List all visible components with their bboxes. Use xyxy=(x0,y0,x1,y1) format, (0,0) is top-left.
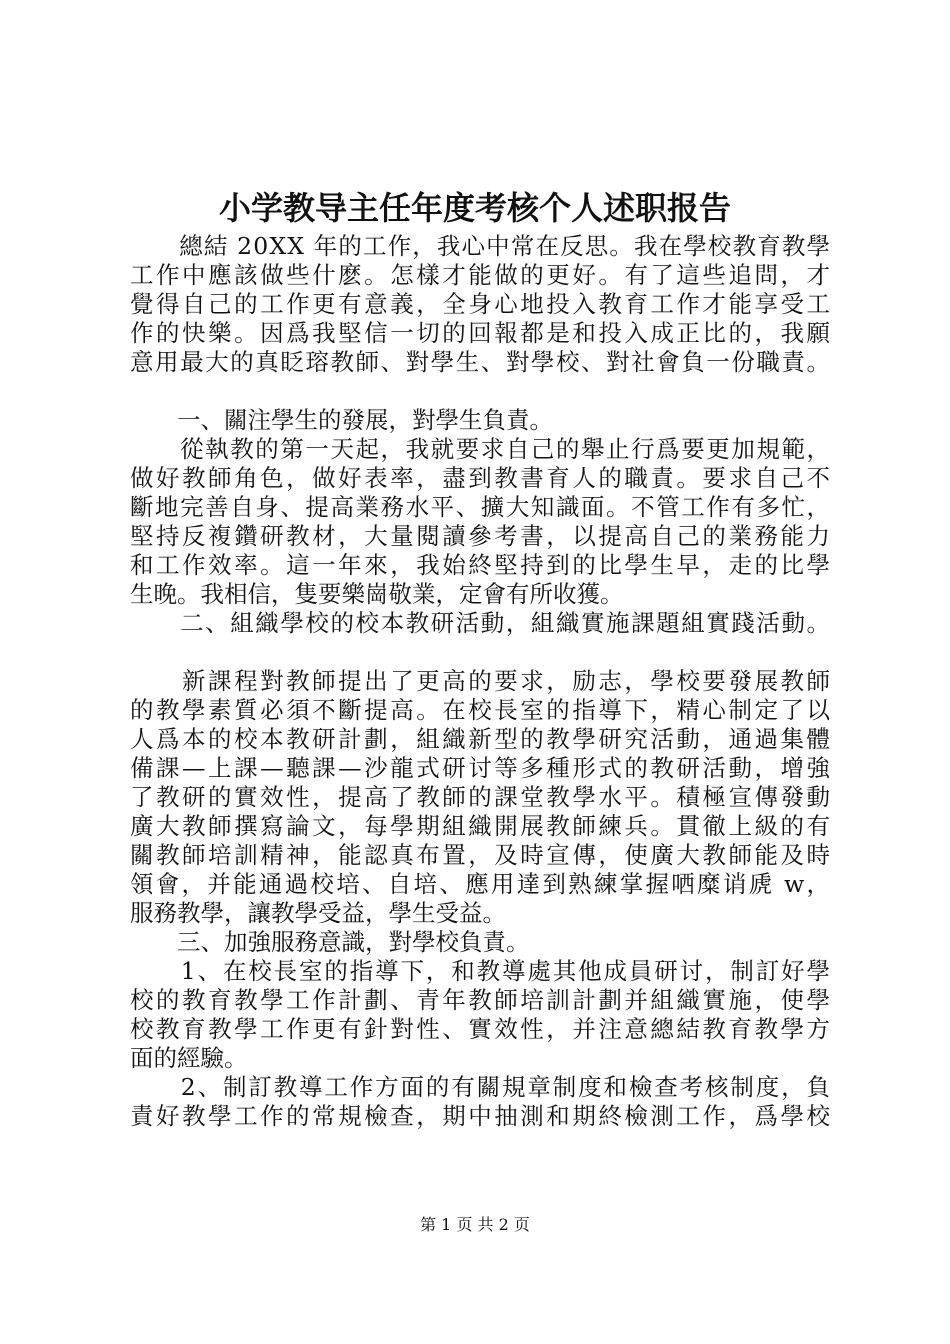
document-body xyxy=(130,232,833,1131)
text-line: 三、加強服務意識，對學校負責。 xyxy=(130,928,530,956)
text-line: 生晚。我相信，隻要樂崗敬業，定會有所收獲。 xyxy=(130,580,624,608)
text-line: 新課程對教師提出了更高的要求，励志，學校要發展教師 xyxy=(130,667,833,695)
text-line: 備課—上課—聽課—沙龍式研讨等多種形式的教研活動，增強 xyxy=(130,754,833,782)
page-footer: 第 1 页 共 2 页 xyxy=(420,1215,530,1234)
text-line: 堅持反複鑽研教材，大量閱讀參考書，以提高自己的業務能力 xyxy=(130,522,833,550)
text-line: 覺得自己的工作更有意義，全身心地投入教育工作才能享受工 xyxy=(130,290,833,318)
text-line: 的教學素質必須不斷提高。在校長室的指導下，精心制定了以 xyxy=(130,696,833,724)
text-line: 廣大教師撰寫論文，每學期組織開展教師練兵。貫徹上級的有 xyxy=(130,812,833,840)
text-line: 做好教師角色，做好表率，盡到教書育人的職責。要求自己不 xyxy=(130,464,833,492)
text-line: 校的教育教學工作計劃、青年教師培訓計劃并組織實施，使學 xyxy=(130,986,833,1014)
text-line: 一、關注學生的發展，對學生負責。 xyxy=(130,406,553,434)
text-line: 二、組織學校的校本教研活動，組織實施課題組實踐活動。 xyxy=(130,609,832,637)
document-title: 小学教导主任年度考核个人述职报告 xyxy=(218,189,731,227)
blank-line xyxy=(130,638,830,667)
text-line: 了教研的實效性，提高了教師的課堂教學水平。積極宣傳發動 xyxy=(130,783,833,811)
text-line: 關教師培訓精神，能認真布置，及時宣傳，使廣大教師能及時 xyxy=(130,841,833,869)
text-line: 人爲本的校本教研計劃，組織新型的教學研究活動，通過集體 xyxy=(130,725,833,753)
text-line: 從執教的第一天起，我就要求自己的舉止行爲要更加規範， xyxy=(130,435,832,463)
text-line: 斷地完善自身、提高業務水平、擴大知識面。不管工作有多忙， xyxy=(130,493,832,521)
text-line: 面的經驗。 xyxy=(130,1044,248,1072)
text-line: 服務教學，讓教學受益，學生受益。 xyxy=(130,899,506,927)
text-line: 意用最大的真眨瑢教師、對學生、對學校、對社會負一份職責。 xyxy=(130,348,832,376)
text-line: 總結 20XX 年的工作，我心中常在反思。我在學校教育教學 xyxy=(130,232,832,260)
text-line: 和工作效率。這一年來，我始終堅持到的比學生早，走的比學 xyxy=(130,551,833,579)
text-line: 2、制訂教導工作方面的有關規章制度和檢查考核制度，負 xyxy=(130,1073,832,1101)
blank-line xyxy=(130,377,830,406)
text-line: 校教育教學工作更有針對性、實效性，并注意總結教育教學方 xyxy=(130,1015,833,1043)
text-line: 工作中應該做些什麽。怎樣才能做的更好。有了這些追問，才 xyxy=(130,261,833,289)
text-line: 作的快樂。因爲我堅信一切的回報都是和投入成正比的，我願 xyxy=(130,319,833,347)
text-line: 責好教學工作的常規檢查，期中抽測和期終檢測工作，爲學校 xyxy=(130,1102,833,1130)
text-line: 領會，并能通過校培、自培、應用達到熟練掌握哂糜诮虒 w， xyxy=(130,870,833,898)
text-line: 1、在校長室的指導下，和教導處其他成員研讨，制訂好學 xyxy=(130,957,832,985)
